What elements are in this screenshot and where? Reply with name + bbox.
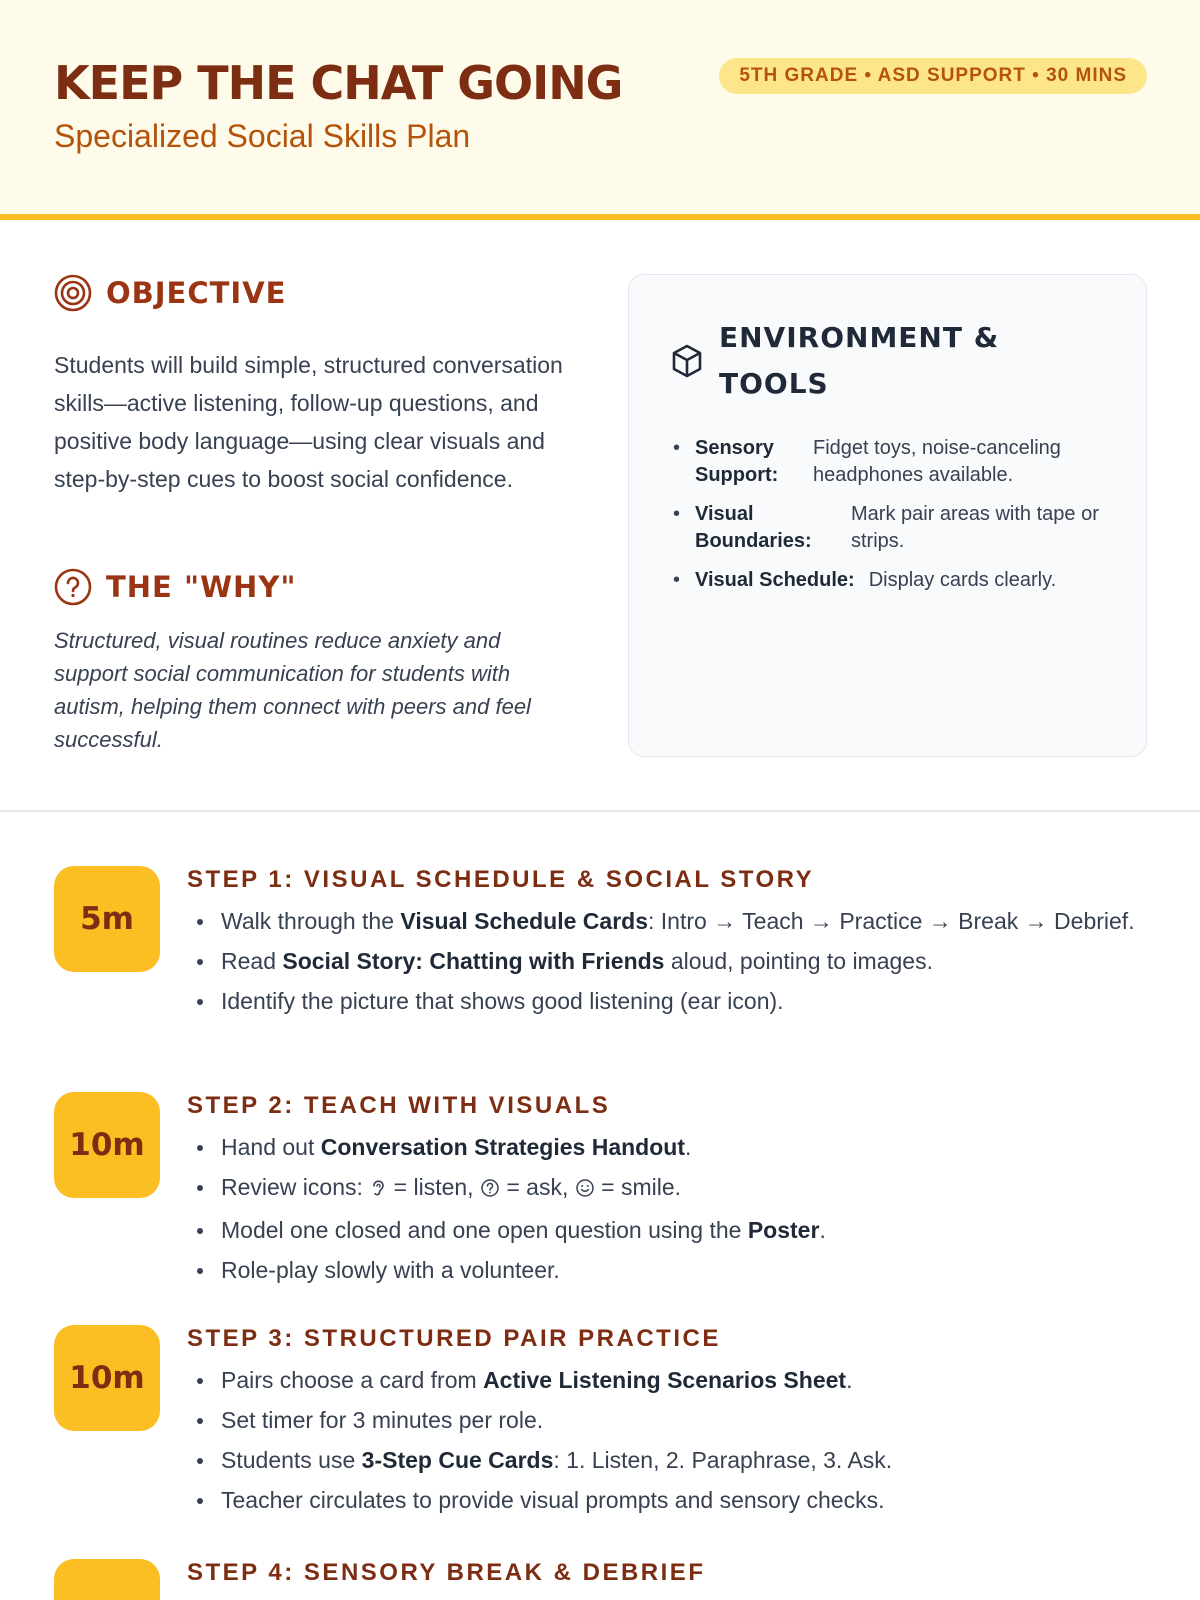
step-list [187, 1363, 1147, 1523]
env-key: Visual Boundaries: [695, 503, 812, 552]
list-item: Walk through the Visual Schedule Cards: Intro → Teach → Practice → Break → Debrief. [187, 904, 1147, 938]
list-item: Hand out Conversation Strategies Handout. [187, 1130, 1147, 1164]
list-item: Students use 3-Step Cue Cards: 1. Listen, 2. Paraphrase, 3. Ask. [187, 1443, 1147, 1477]
divider [0, 810, 1200, 812]
objective-text: Students will build simple, structured conversation skills—active listening, follow-up questions, and positive body language—using clear visuals and step-by-step cues to boost social confidence. [54, 352, 563, 492]
step-title: STEP 2: TEACH WITH VISUALS [187, 1092, 611, 1119]
time-badge [54, 1559, 160, 1600]
why-header [54, 568, 296, 606]
step-title: STEP 1: VISUAL SCHEDULE & SOCIAL STORY [187, 866, 815, 893]
time-badge: 10m [54, 1325, 160, 1431]
objective-header [54, 274, 286, 312]
list-item: Review icons: = listen, = ask, = smile. [187, 1170, 1147, 1207]
environment-header [669, 315, 1019, 407]
question-mark-icon [480, 1173, 500, 1207]
env-key: Visual Schedule: [695, 569, 855, 591]
list-item: Model one closed and one open question using the Poster. [187, 1213, 1147, 1247]
page-title: KEEP THE CHAT GOING [54, 56, 623, 110]
list-item: • Sensory Support: Fidget toys, noise-canceling headphones available. [673, 435, 1113, 489]
why-text: Structured, visual routines reduce anxiety and support social communication for students with autism, helping them connect with peers and feel successful. [54, 628, 531, 752]
env-value: Display cards clearly. [868, 569, 1057, 591]
list-item: Teacher circulates to provide visual prompts and sensory checks. [187, 1483, 1147, 1517]
step-list [187, 1130, 1147, 1293]
env-value: Mark pair areas with tape or strips. [851, 503, 1099, 552]
list-item: • Visual Schedule: Display cards clearly. [673, 567, 1113, 594]
objective-heading: OBJECTIVE [106, 276, 287, 310]
smile-icon [575, 1173, 595, 1207]
time-badge: 10m [54, 1092, 160, 1198]
list-item: Set timer for 3 minutes per role. [187, 1403, 1147, 1437]
environment-card [628, 274, 1147, 757]
list-item: Read Social Story: Chatting with Friends aloud, pointing to images. [187, 944, 1147, 978]
list-item: • Visual Boundaries: Mark pair areas with tape or strips. [673, 501, 1113, 555]
environment-list [673, 435, 1113, 606]
page-subtitle: Specialized Social Skills Plan [54, 118, 471, 154]
grade-badge: 5TH GRADE • ASD SUPPORT • 30 MINS [719, 58, 1147, 94]
ear-icon [369, 1173, 387, 1207]
cube-icon [669, 343, 705, 379]
why-heading: THE "WHY" [106, 570, 297, 604]
time-badge: 5m [54, 866, 160, 972]
header [0, 0, 1200, 220]
env-value: Fidget toys, noise-canceling headphones available. [813, 437, 1061, 486]
step-list [187, 904, 1147, 1024]
question-circle-icon [54, 568, 92, 606]
target-icon [54, 274, 92, 312]
list-item: Role-play slowly with a volunteer. [187, 1253, 1147, 1287]
list-item: Identify the picture that shows good listening (ear icon). [187, 984, 1147, 1018]
step-title: STEP 4: SENSORY BREAK & DEBRIEF [187, 1559, 706, 1586]
env-key: Sensory Support: [695, 437, 779, 486]
environment-heading: ENVIRONMENT & TOOLS [719, 321, 1000, 400]
step-title: STEP 3: STRUCTURED PAIR PRACTICE [187, 1325, 721, 1352]
list-item: Pairs choose a card from Active Listening Scenarios Sheet. [187, 1363, 1147, 1397]
